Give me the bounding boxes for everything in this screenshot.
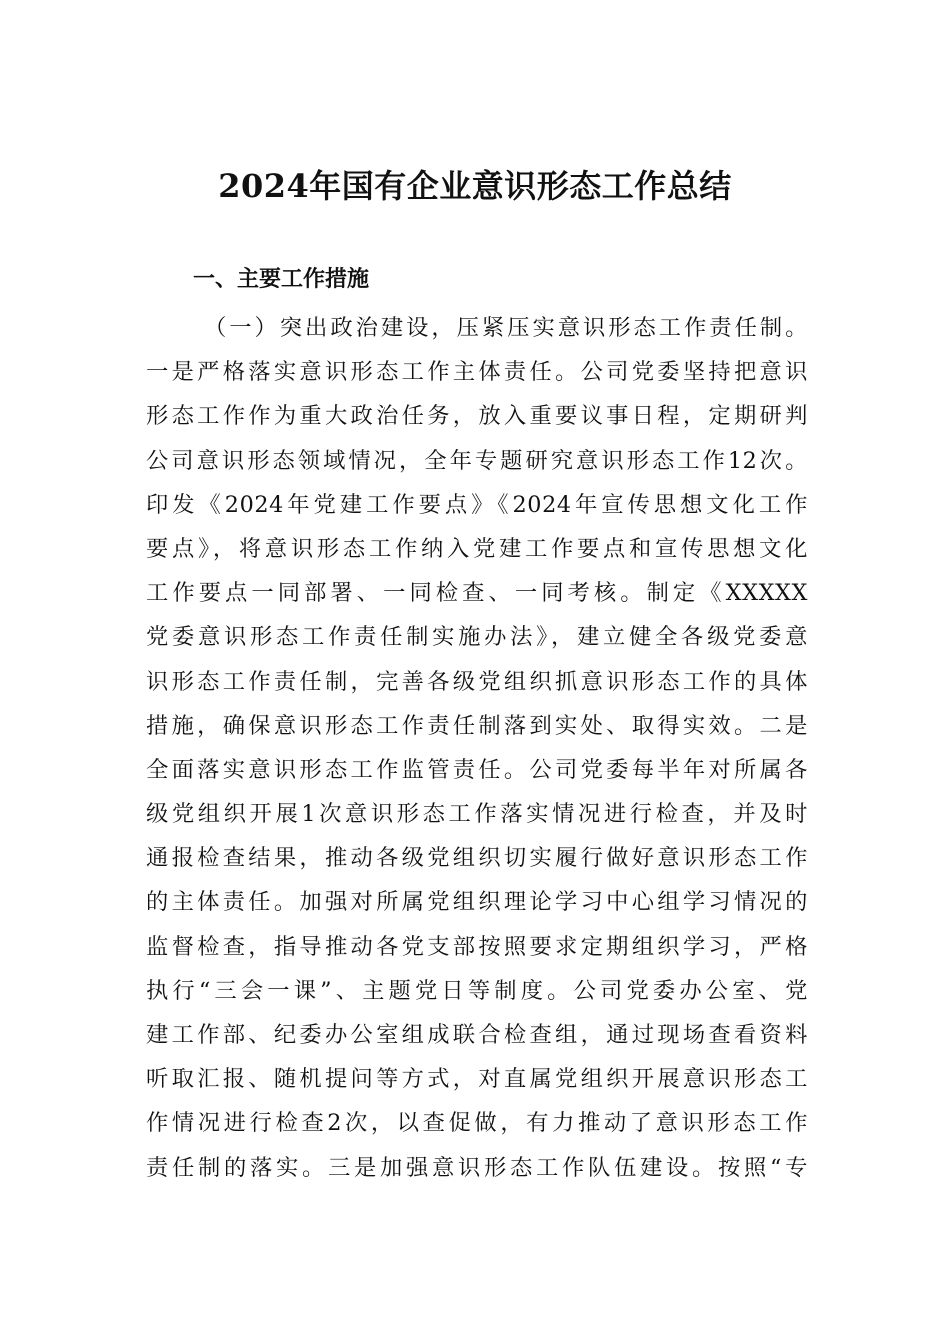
text-line: 措施，确保意识形态工作责任制落到实处、取得实效。二是 <box>146 712 808 739</box>
text-line: 通报检查结果，推动各级党组织切实履行做好意识形态工作 <box>146 845 808 872</box>
text-line: 印发《2024年党建工作要点》《2024年宣传思想文化工作 <box>146 491 808 518</box>
text-line: 责任制的落实。三是加强意识形态工作队伍建设。按照“专 <box>146 1154 808 1181</box>
text-line: 作情况进行检查2次，以查促做，有力推动了意识形态工作 <box>146 1110 808 1137</box>
text-line: 党委意识形态工作责任制实施办法》，建立健全各级党委意 <box>146 624 808 651</box>
text-line: 执行“三会一课”、主题党日等制度。公司党委办公室、党 <box>146 977 808 1004</box>
text-line: （一）突出政治建设，压紧压实意识形态工作责任制。 <box>204 315 808 341</box>
body-paragraph <box>146 306 808 1190</box>
text-line: 要点》，将意识形态工作纳入党建工作要点和宣传思想文化 <box>146 535 808 562</box>
text-line: 识形态工作责任制，完善各级党组织抓意识形态工作的具体 <box>146 668 808 695</box>
text-line: 公司意识形态领域情况，全年专题研究意识形态工作12次。 <box>146 447 808 474</box>
section-heading: 一、主要工作措施 <box>193 267 370 292</box>
text-line: 听取汇报、随机提问等方式，对直属党组织开展意识形态工 <box>146 1066 808 1093</box>
document-title: 2024年国有企业意识形态工作总结 <box>218 167 732 205</box>
text-line: 的主体责任。加强对所属党组织理论学习中心组学习情况的 <box>146 889 808 916</box>
text-line: 监督检查，指导推动各党支部按照要求定期组织学习，严格 <box>146 933 808 960</box>
text-line: 工作要点一同部署、一同检查、一同考核。制定《XXXXX <box>146 580 808 607</box>
text-line: 形态工作作为重大政治任务，放入重要议事日程，定期研判 <box>146 403 808 430</box>
text-line: 全面落实意识形态工作监管责任。公司党委每半年对所属各 <box>146 756 808 783</box>
text-line: 建工作部、纪委办公室组成联合检查组，通过现场查看资料 <box>146 1022 808 1048</box>
text-line: 级党组织开展1次意识形态工作落实情况进行检查，并及时 <box>146 801 808 828</box>
text-line: 一是严格落实意识形态工作主体责任。公司党委坚持把意识 <box>146 359 808 386</box>
